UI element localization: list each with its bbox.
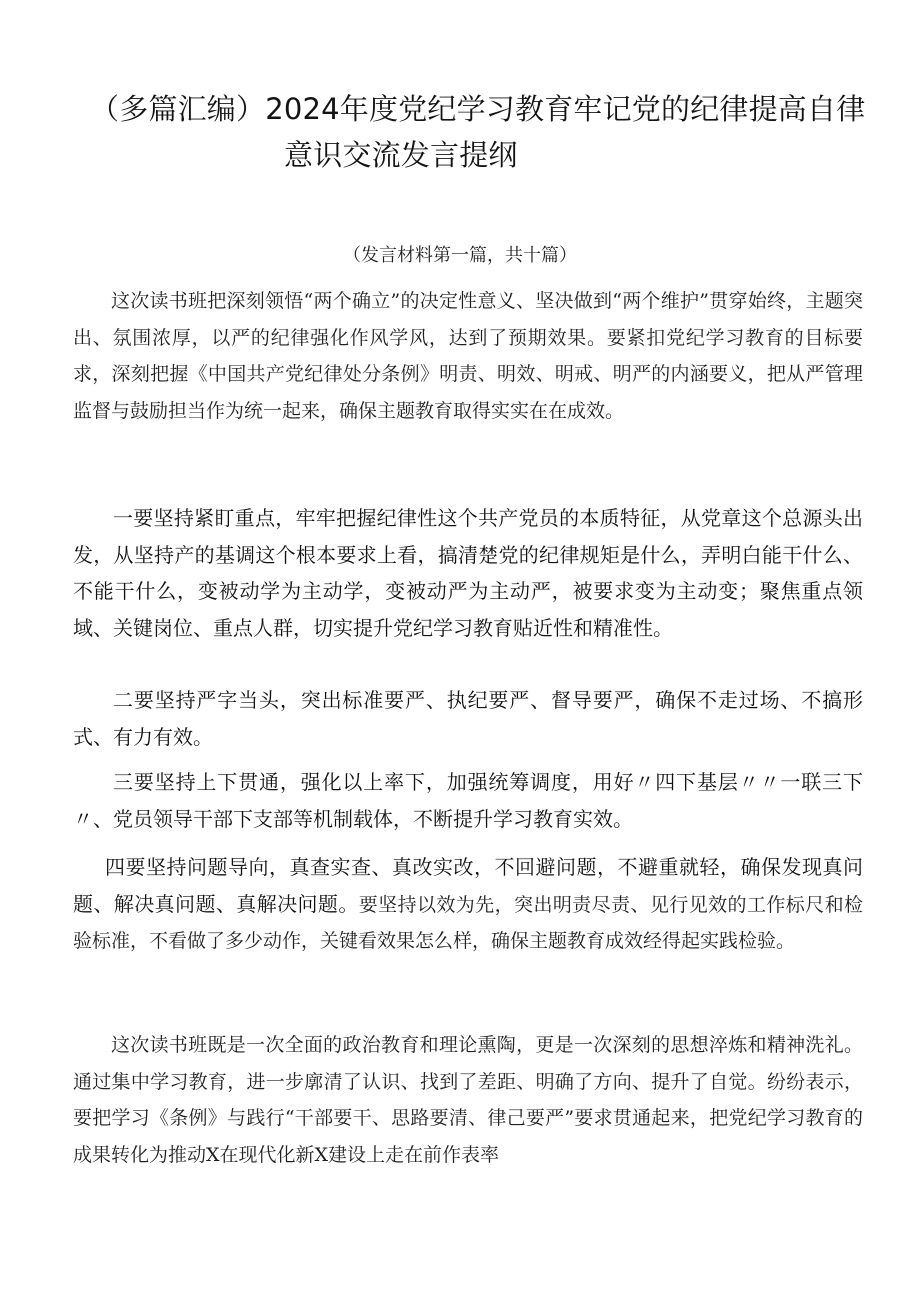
paragraph-intro: 这次读书班把深刻领悟“两个确立”的决定性意义、坚决做到“两个维护”贯穿始终，主题突出、氛围浓厚，以严的纪律强化作风学风，达到了预期效果。要紧扣党纪学习教育的目标要求，深刻把握《中国共产党纪律处分条例》明责、明效、明戒、明严的内涵要义，把从严管理监督与鼓励担当作为统一起来，确保主题教育取得实实在在成效。 bbox=[73, 290, 863, 422]
document-title bbox=[90, 86, 880, 178]
paragraph-conclusion: 这次读书班既是一次全面的政治教育和理论熏陶，更是一次深刻的思想淬炼和精神洗礼。通过集中学习教育，进一步廓清了认识、找到了差距、明确了方向、提升了自觉。纷纷表示，要把学习《条例》与践行“干部要干、思路要清、律己要严”要求贯通起来，把党纪学习教育的成果转化为推动X在现代化新X建设上走在前作表率 bbox=[73, 1034, 863, 1166]
paragraph-point-3: 三要坚持上下贯通，强化以上率下，加强统筹调度，用好〃四下基层〃〃一联三下〃、党员领导干部下支部等机制载体，不断提升学习教育实效。 bbox=[73, 770, 863, 831]
paragraph-point-1: 一要坚持紧盯重点，牢牢把握纪律性这个共产党员的本质特征，从党章这个总源头出发，从坚持产的基调这个根本要求上看，搞清楚党的纪律规矩是什么，弄明白能干什么、不能干什么，变被动学为主动学，变被动严为主动严，被要求变为主动变；聚焦重点领域、关键岗位、重点人群，切实提升党纪学习教育贴近性和精准性。 bbox=[73, 506, 863, 640]
document-subtitle: （发言材料第一篇，共十篇） bbox=[343, 245, 577, 266]
title-line-1: （多篇汇编）2024年度党纪学习教育牢记党的纪律提高自律 bbox=[90, 92, 866, 126]
paragraph-point-2: 二要坚持严字当头，突出标准要严、执纪要严、督导要严，确保不走过场、不搞形式、有力有效。 bbox=[73, 688, 863, 749]
paragraph-point-4-bold-part: 四要坚持问题导向，真查实查、真改实改，不回避问题，不避重就轻，确保发现真问题、解决真问题、真解决问题。 bbox=[73, 855, 863, 916]
paragraph-point-4-serif-part: 要坚持以效为先，突出明责尽责、见行见效的工作标尺和检验标准，不看做了多少动作，关键看效果怎么样，确保主题教育成效经得起实践检验。 bbox=[73, 893, 863, 952]
title-line-2: 意识交流发言提纲 bbox=[284, 138, 518, 172]
paragraph-point-4 bbox=[73, 849, 863, 960]
